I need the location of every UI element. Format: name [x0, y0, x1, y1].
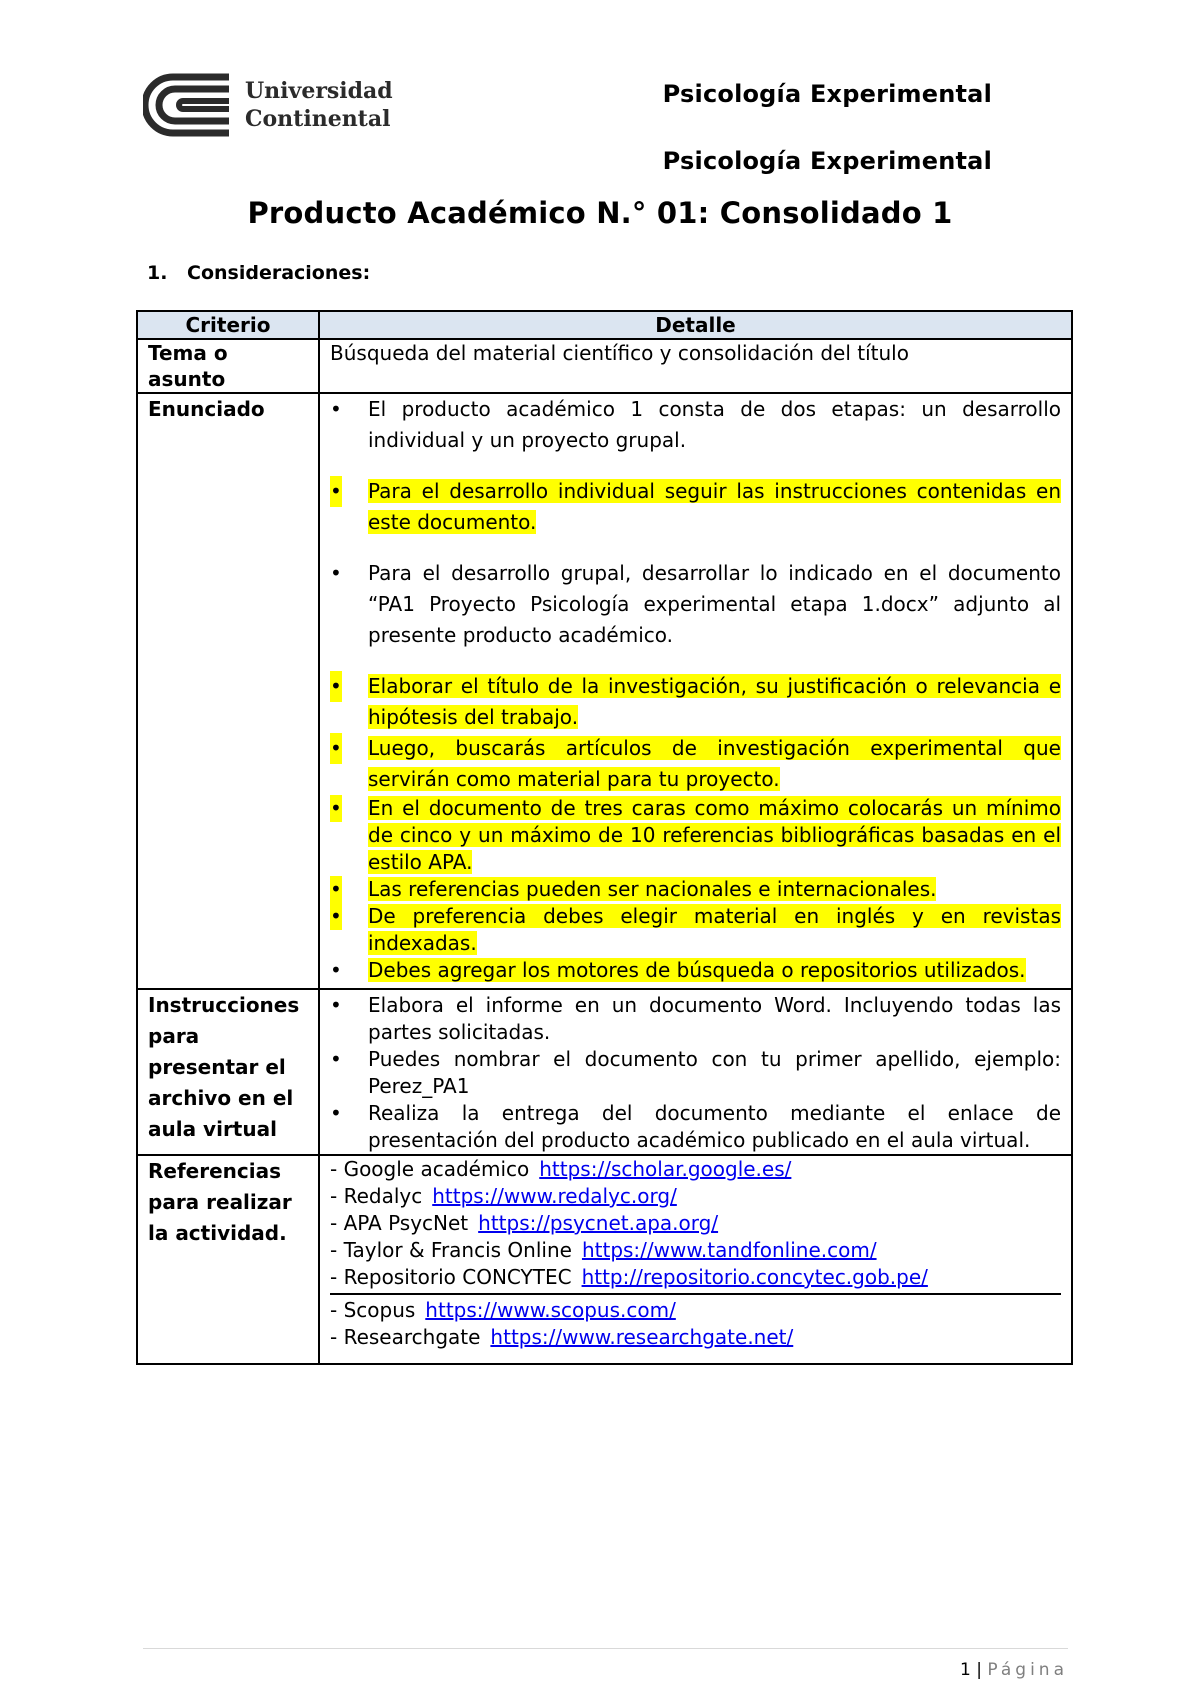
bullet-icon: •: [330, 671, 342, 702]
bullet-icon: •: [330, 796, 342, 820]
reference-name: - Redalyc: [330, 1184, 423, 1208]
course-title-2: Psicología Experimental: [662, 147, 992, 175]
page-word: Página: [987, 1660, 1068, 1680]
reference-name: - Scopus: [330, 1298, 416, 1322]
reference-link[interactable]: http://repositorio.concytec.gob.pe/: [581, 1265, 928, 1289]
bullet-icon: •: [330, 1101, 342, 1125]
university-logo: [143, 70, 403, 140]
item-text: Para el desarrollo grupal, desarrollar lo indicado en el documento “PA1 Proyecto Psicología experimental etapa 1.docx” adjunto al presente producto académico.: [368, 561, 1061, 647]
reference-name: - Taylor & Francis Online: [330, 1238, 572, 1262]
instrucciones-list: [330, 992, 1061, 1154]
list-item: [330, 876, 1061, 903]
list-item: [330, 476, 1061, 538]
list-item: [330, 558, 1061, 651]
logo-text: [245, 77, 393, 133]
reference-item: [330, 1183, 1061, 1210]
section-heading: [147, 262, 370, 284]
document-title: Producto Académico N.° 01: Consolidado 1: [247, 196, 953, 230]
considerations-table: [136, 310, 1073, 1365]
reference-item: [330, 1156, 1061, 1183]
item-text: De preferencia debes elegir material en inglés y en revistas indexadas.: [368, 904, 1061, 955]
bullet-icon: •: [330, 904, 342, 928]
bullet-icon: •: [330, 958, 342, 982]
table-header-row: [137, 311, 1072, 339]
logo-line-2: Continental: [245, 106, 391, 132]
enunciado-cell: [319, 393, 1072, 989]
criterion-label: Tema o asunto: [137, 339, 319, 393]
section-number: 1.: [147, 262, 168, 284]
header-detalle: Detalle: [319, 311, 1072, 339]
tema-value: Búsqueda del material científico y consolidación del título: [319, 339, 1072, 393]
bullet-icon: •: [330, 877, 342, 901]
bullet-icon: •: [330, 993, 342, 1017]
list-item: [330, 795, 1061, 876]
reference-item: [330, 1237, 1061, 1264]
course-title-1: Psicología Experimental: [662, 80, 992, 108]
bullet-icon: •: [330, 1047, 342, 1071]
list-item: [330, 671, 1061, 733]
section-label: Consideraciones:: [187, 262, 371, 284]
reference-name: - Google académico: [330, 1157, 530, 1181]
bullet-icon: •: [330, 733, 342, 764]
reference-link[interactable]: https://www.tandfonline.com/: [581, 1238, 877, 1262]
bullet-icon: •: [330, 397, 342, 421]
table-row-tema: [137, 339, 1072, 393]
list-item: [330, 957, 1061, 984]
reference-item: [330, 1324, 1061, 1351]
reference-item: [330, 1297, 1061, 1324]
reference-name: - Researchgate: [330, 1325, 481, 1349]
logo-line-1: Universidad: [245, 78, 393, 104]
instrucciones-cell: [319, 989, 1072, 1155]
list-item: [330, 733, 1061, 795]
reference-name: - APA PsycNet: [330, 1211, 469, 1235]
bullet-icon: •: [330, 476, 342, 507]
footer-divider: [143, 1648, 1068, 1649]
reference-link[interactable]: https://www.redalyc.org/: [432, 1184, 677, 1208]
divider: [330, 1293, 1061, 1295]
table-row-enunciado: [137, 393, 1072, 989]
item-text: Elabora el informe en un documento Word. Incluyendo todas las partes solicitadas.: [368, 993, 1061, 1044]
reference-item: [330, 1210, 1061, 1237]
list-item: [330, 903, 1061, 957]
criterion-label: Referencias para realizar la actividad.: [137, 1155, 319, 1364]
referencias-cell: [319, 1155, 1072, 1364]
table-row-instrucciones: [137, 989, 1072, 1155]
item-text: El producto académico 1 consta de dos etapas: un desarrollo individual y un proyecto grupal.: [368, 397, 1061, 452]
item-text: En el documento de tres caras como máximo colocarás un mínimo de cinco y un máximo de 10 referencias bibliográficas basadas en el estilo APA.: [368, 796, 1061, 874]
list-item: [330, 1046, 1061, 1100]
footer-separator: |: [976, 1660, 982, 1680]
reference-link[interactable]: https://www.scopus.com/: [425, 1298, 676, 1322]
reference-link[interactable]: https://scholar.google.es/: [539, 1157, 792, 1181]
page-number: 1: [960, 1660, 971, 1680]
item-text: Luego, buscarás artículos de investigación experimental que servirán como material para tu proyecto.: [368, 736, 1061, 791]
reference-link[interactable]: https://www.researchgate.net/: [490, 1325, 794, 1349]
criterion-label: Enunciado: [137, 393, 319, 989]
item-text: Las referencias pueden ser nacionales e internacionales.: [368, 877, 937, 901]
item-text: Debes agregar los motores de búsqueda o repositorios utilizados.: [368, 958, 1026, 982]
reference-link[interactable]: https://psycnet.apa.org/: [478, 1211, 719, 1235]
list-item: [330, 1100, 1061, 1154]
list-item: [330, 394, 1061, 456]
header-criterio: Criterio: [137, 311, 319, 339]
university-logo-icon: [143, 73, 233, 137]
criterion-label: Instrucciones para presentar el archivo en el aula virtual: [137, 989, 319, 1155]
item-text: Puedes nombrar el documento con tu primer apellido, ejemplo: Perez_PA1: [368, 1047, 1061, 1098]
item-text: Realiza la entrega del documento mediante el enlace de presentación del producto académico publicado en el aula virtual.: [368, 1101, 1061, 1152]
list-item: [330, 992, 1061, 1046]
enunciado-list: [330, 394, 1061, 984]
reference-item: [330, 1264, 1061, 1291]
bullet-icon: •: [330, 561, 342, 585]
item-text: Elaborar el título de la investigación, su justificación o relevancia e hipótesis del trabajo.: [368, 674, 1061, 729]
item-text: Para el desarrollo individual seguir las instrucciones contenidas en este documento.: [368, 479, 1061, 534]
table-row-referencias: [137, 1155, 1072, 1364]
reference-name: - Repositorio CONCYTEC: [330, 1265, 572, 1289]
page-footer: [960, 1660, 1068, 1680]
